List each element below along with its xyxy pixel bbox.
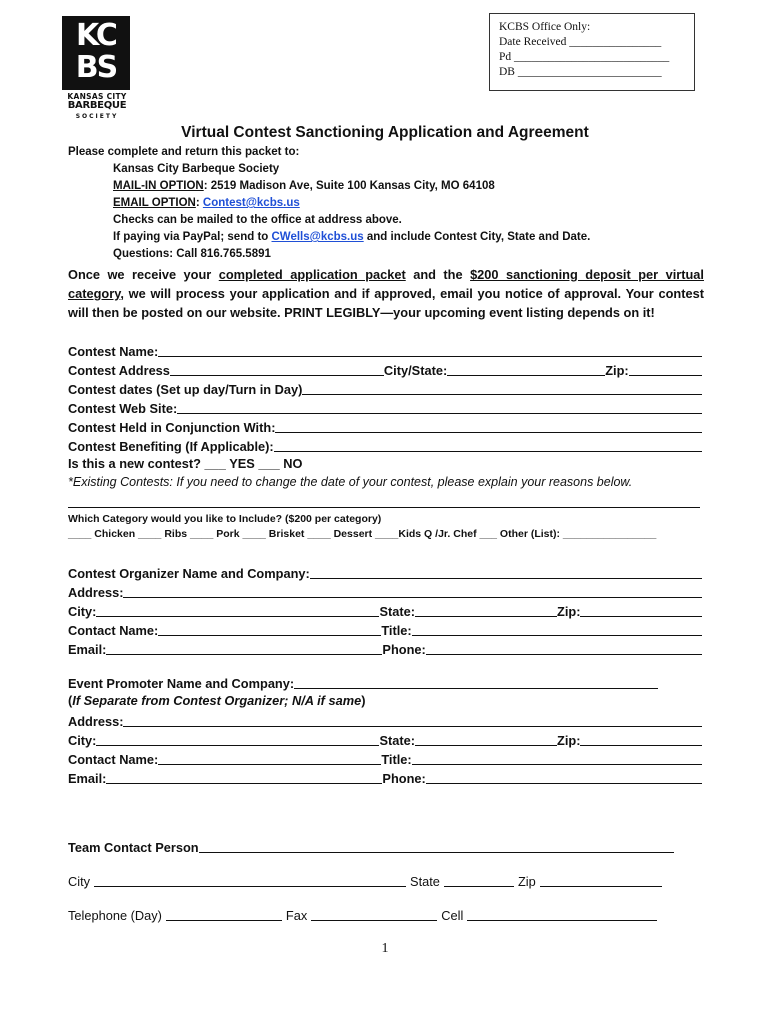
organizer-email-row [68,639,702,657]
promoter-zip-label: Zip: [557,733,581,748]
team-contact-heading: Team Contact Person [68,840,199,855]
promoter-city-label: City: [68,733,97,748]
intro-paypal [113,231,590,243]
mail-option-label: MAIL-IN OPTION [113,180,204,192]
intro-questions: Questions: Call 816.765.5891 [113,248,271,260]
organizer-city-row [68,601,702,619]
organizer-state-line[interactable] [415,602,557,617]
contest-dates-field[interactable] [68,379,702,397]
notice-underline-2: $200 sanctioning deposit per virtual category [68,267,704,301]
team-fax-label: Fax [285,908,308,923]
promoter-title-label: Title: [381,752,412,767]
organizer-address-label: Address: [68,585,124,600]
contest-website-line[interactable] [177,399,702,414]
email-option-label: EMAIL OPTION [113,197,196,209]
organizer-contact-line[interactable] [158,621,381,636]
promoter-paren-open: ( [68,693,73,708]
organizer-name-field[interactable] [68,563,702,581]
contest-conjunction-field[interactable] [68,417,702,435]
organizer-contact-row [68,620,702,638]
team-fax-line[interactable] [311,906,437,921]
contest-website-field[interactable] [68,398,702,416]
organizer-state-label: State: [379,604,415,619]
intro-email [113,197,300,209]
contest-benefiting-line[interactable] [274,437,702,452]
paypal-email-link[interactable]: CWells@kcbs.us [271,231,364,243]
explain-line[interactable] [68,507,700,508]
organizer-phone-line[interactable] [426,640,702,655]
promoter-phone-label: Phone: [382,771,426,786]
page-number: 1 [381,941,389,956]
promoter-city-row [68,730,702,748]
organizer-email-label: Email: [68,642,107,657]
intro-checks: Checks can be mailed to the office at address above. [113,214,402,226]
email-option-sep: : [195,197,203,209]
contest-address-line[interactable] [170,361,384,376]
team-city-row [68,871,678,889]
logo-letters-top: KC [76,18,116,53]
intro-org: Kansas City Barbeque Society [113,163,280,175]
team-state-line[interactable] [444,872,514,887]
mail-option-text: : 2519 Madison Ave, Suite 100 Kansas City, MO 64108 [203,180,495,192]
organizer-email-line[interactable] [106,640,382,655]
paypal-pre: If paying via PayPal; send to [113,231,272,243]
notice-part-2: and the [405,267,471,282]
promoter-name-line[interactable] [294,674,658,689]
logo-line-3: SOCIETY [75,113,119,120]
promoter-email-row [68,768,702,786]
team-city-label: City [68,874,91,889]
contest-benefiting-label: Contest Benefiting (If Applicable): [68,439,274,454]
contest-city-state-line[interactable] [447,361,605,376]
promoter-title-line[interactable] [412,750,702,765]
promoter-contact-label: Contact Name: [68,752,159,767]
intro-lead: Please complete and return this packet to: [68,146,300,158]
team-cell-label: Cell [441,908,464,923]
organizer-contact-label: Contact Name: [68,623,159,638]
intro-mail [113,180,495,192]
promoter-name-field[interactable] [68,673,658,691]
contest-zip-label: Zip: [605,363,629,378]
promoter-state-line[interactable] [415,731,557,746]
promoter-email-line[interactable] [106,769,382,784]
promoter-heading: Event Promoter Name and Company: [68,676,295,691]
contest-address-row [68,360,702,378]
team-state-label: State [410,874,440,889]
organizer-address-field[interactable] [68,582,702,600]
team-telephone-label: Telephone (Day) [68,908,162,923]
approval-notice [68,265,704,322]
contest-dates-label: Contest dates (Set up day/Turn in Day) [68,382,303,397]
contest-address-label: Contest Address [68,363,170,378]
contest-benefiting-field[interactable] [68,436,702,454]
logo-line-2: BARBEQUE [67,100,127,111]
organizer-title-line[interactable] [412,621,702,636]
notice-underline-1: completed application packet [218,267,406,282]
office-pd: Pd ___________________________ [499,51,670,63]
promoter-zip-line[interactable] [580,731,702,746]
logo-line-1: KANSAS CITY [67,92,127,101]
office-use-box [489,13,695,91]
team-zip-label: Zip [517,874,536,889]
promoter-address-label: Address: [68,714,124,729]
team-cell-line[interactable] [467,906,657,921]
existing-contest-note: *Existing Contests: If you need to change the date of your contest, please explain your reasons below. [68,475,633,489]
organizer-city-line[interactable] [96,602,379,617]
office-title: KCBS Office Only: [499,21,591,33]
organizer-phone-label: Phone: [382,642,426,657]
organizer-title-label: Title: [381,623,412,638]
promoter-phone-line[interactable] [426,769,702,784]
category-options[interactable]: ____ Chicken ____ Ribs ____ Pork ____ Brisket ____ Dessert ____Kids Q /Jr. Chef ___ Other (List): ________________ [68,528,657,540]
office-db: DB _________________________ [499,66,662,78]
team-phone-row [68,905,678,923]
contest-dates-line[interactable] [302,380,702,395]
notice-part-1: Once we receive your [68,267,219,282]
kcbs-logo [62,16,132,120]
promoter-address-field[interactable] [68,711,702,729]
new-contest-question[interactable]: Is this a new contest? ___ YES ___ NO [68,456,303,471]
team-zip-line[interactable] [540,872,662,887]
promoter-contact-line[interactable] [158,750,381,765]
promoter-address-line[interactable] [123,712,702,727]
promoter-note [68,693,365,708]
promoter-contact-row [68,749,702,767]
organizer-zip-label: Zip: [557,604,581,619]
category-question: Which Category would you like to Include? ($200 per category) [68,513,382,525]
promoter-note-text: If Separate from Contest Organizer; N/A if same [72,693,362,708]
team-contact-line[interactable] [199,838,674,853]
promoter-paren-close: ) [361,693,366,708]
logo-mark [62,16,130,90]
organizer-address-line[interactable] [123,583,702,598]
contest-conjunction-line[interactable] [275,418,702,433]
paypal-post: and include Contest City, State and Date. [363,231,591,243]
contest-email-link[interactable]: Contest@kcbs.us [202,197,300,209]
team-telephone-line[interactable] [166,906,282,921]
team-contact-field[interactable] [68,837,674,855]
organizer-heading: Contest Organizer Name and Company: [68,566,310,581]
contest-name-line[interactable] [158,342,702,357]
promoter-city-line[interactable] [96,731,379,746]
notice-part-3: , we will process your application and if approved, email you notice of approval. Your contest will then be posted on our website. PRINT LEGIBLY—your upcoming event listing depends on it! [68,286,704,320]
contest-name-label: Contest Name: [68,344,159,359]
organizer-city-label: City: [68,604,97,619]
page-title: Virtual Contest Sanctioning Application and Agreement [181,124,589,141]
office-date-received: Date Received ________________ [499,36,662,48]
contest-city-state-label: City/State: [383,363,448,378]
organizer-zip-line[interactable] [580,602,702,617]
contest-name-field[interactable] [68,341,702,359]
team-city-line[interactable] [94,872,406,887]
logo-letters-bottom: BS [75,50,117,85]
organizer-name-line[interactable] [310,564,702,579]
promoter-state-label: State: [379,733,415,748]
contest-conjunction-label: Contest Held in Conjunction With: [68,420,276,435]
promoter-email-label: Email: [68,771,107,786]
contest-zip-line[interactable] [629,361,702,376]
contest-website-label: Contest Web Site: [68,401,178,416]
